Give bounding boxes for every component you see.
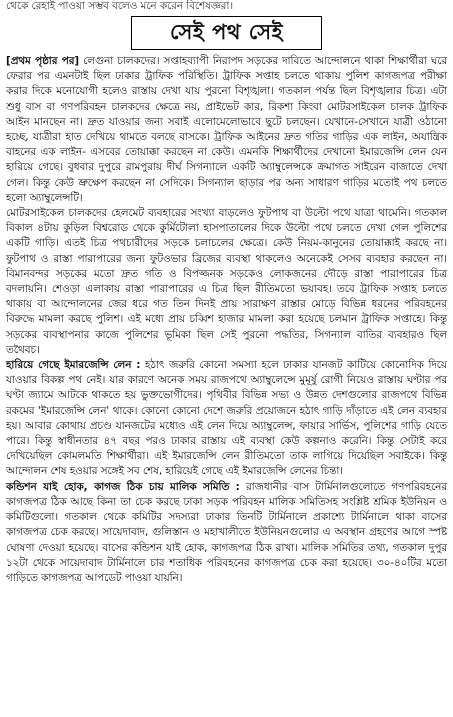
article-body <box>6 54 447 586</box>
paragraph-text: মোটরসাইকেল চালকদের হেলমেট ব্যবহারের সংখ্যা বাড়লেও ফুটপাথ বা উল্টো পথে যাত্রা থামেনি। গতকাল বিকাল ৪টায় কুড়িল বিশ্বরোড থেকে কুর্মিটোলা হাসপাতালের দিকে উল্টো পথে চলতে দেখা গেল পুলিশের একটি গাড়ি। এতই চিত্র পথচারীদের সড়কে চলাচলের ক্ষেত্রে। কেউ নিয়ম-কানুনের তোয়াক্কাই করছে না। ফুটপাথ ও রাস্তা পারাপারের জন্য ফুটওভার ব্রিজের ব্যবস্থা থাকলেও অনেকেই সেসব ব্যবহার করছেন না। বিমানবন্দর সড়কের মতো দ্রুত গতি ও বিপজ্জনক সড়কেও লোকজনের দৌড়ে রাস্তা পারাপারের চিত্র বদলায়নি। শেওড়া এলাকায় রাস্তা পারাপারের এ চিত্র ছিল রীতিমতো ভয়াবহ। তবে ট্রাফিক সপ্তাহ চলতে থাকায় বা আন্দোলনের জের ধরে গত তিন দিনই প্রায় সারাক্ষণ রাস্তার মোড়ে বিভিন্ন ধরনের পরিবহনের বিরুদ্ধে মামলা করছে পুলিশ। এই মধ্যে প্রায় চব্বিশ হাজার মামলা করা হয়েছে চলমান ট্রাফিক সপ্তাহে। কিন্তু সড়কের ব্যবস্থাপনার কাজে পুলিশের ভূমিকা ছিল সেই পুরনো পদ্ধতির, সিগন্যাল বাতির ব্যবহারও ছিল তথৈবচ। <box>6 207 447 356</box>
article-paragraph-2 <box>6 206 447 358</box>
headline-box <box>6 16 447 50</box>
continuation-marker: [প্রথম পৃষ্ঠার পর] <box>6 55 80 67</box>
paragraph-text: রাজধানীর বাস টার্মিনালগুলোতে গণপরিবহনের কাগজপত্র ঠিক আছে কিনা তা চেক করছে ঢাকা সড়ক পরিবহন মালিক সমিতিসহ সংশ্লিষ্ট শ্রমিক ইউনিয়ন ও কমিটিগুলো। গতকাল থেকে কমিটির সদস্যরা ঢাকার তিনটি টার্মিনালে প্রকাশ্যে টার্মিনালে থাকা বাসের কাগজপত্র চেক করছে। সায়েদাবাদ, গুলিস্তান ও মহাখালীতে ইউনিয়নগুলোর এ অবস্থান গ্রহণের আগে স্পষ্ট ঘোষণা দেওয়া হয়েছে। বাসের কন্ডিশন যাই হোক, কাগজপত্র ঠিক রাখা। মালিক সমিতির তথ্য, গতকাল দুপুর ১২টা থেকে সায়েদাবাদ টার্মিনালে চার শতাধিক পরিবহনের কাগজপত্র চেক করা হয়েছে। ৩০-৪০টির মতো গাড়িতে কাগজপত্র আপডেট পাওয়া যায়নি। <box>6 480 447 584</box>
article-paragraph-3 <box>6 358 447 480</box>
subheading-owners-association: কন্ডিশন যাই হোক, কাগজ ঠিক চায় মালিক সমিতি : <box>6 480 240 493</box>
paragraph-text: লেগুনা চালকদের। সপ্তাহব্যাপী নিরাপদ সড়কের দাবিতে আন্দোলনে থাকা শিক্ষার্থীরা ঘরে ফেরার পর এমনটাই ছিল ঢাকার ট্রাফিক পরিস্থিতি। ট্রাফিক সপ্তাহ চলতে থাকায় পুলিশ কাগজপত্র পরীক্ষা করার দিকে মনোযোগী হলেও রাস্তায় দেখা যায় পুরনো বিশৃঙ্খলা। গতকাল পর্যন্ত ছিল বিশৃঙ্খলার চিত্র। এটা শুধু বাস বা গণপরিবহন চালকদের ক্ষেত্রে নয়, প্রাইভেট কার, রিকশা কিংবা মোটরসাইকেল চালক ট্রাফিক আইন মানছেন না। দ্রুত যাওয়ার জন্য সবাই এলোমেলোভাবে ছুটে চলছেন। যেখানে-সেখানে যাত্রী ওঠানো হচ্ছে, যাত্রীরা হাত দেখিয়ে থামতে বলছে বাসকে। ট্রাফিক আইনের দ্রুত গতির গাড়ির এক লাইন, অযান্ত্রিক বাহনের এক লাইন- এসবের তোয়াক্কা করছেন না কেউ। এমনকি শিক্ষার্থীদের দেখানো ইমারজেন্সি লেন যেন হারিয়ে গেছে। বুধবার দুপুরে রামপুরায় দীর্ঘ সিগন্যালে একটি অ্যাম্বুলেন্সকে ক্রমাগত সাইরেন বাজাতে দেখা গেল। কিন্তু কেউ ভ্রুক্ষেপ করছেন না সেদিকে। সিগন্যাল ছাড়ার পর অন্য সাধারণ গাড়ির মতোই পথ চলতে হলো অ্যাম্বুলেন্সটি। <box>6 55 448 204</box>
article-paragraph-4 <box>6 480 447 586</box>
previous-article-ending: থেকে রেহাই পাওয়া সম্ভব বলেও মনে করেন বিশেষজ্ঞরা। <box>6 0 234 12</box>
subheading-emergency-lane: হারিয়ে গেছে ইমারজেন্সি লেন : <box>6 359 141 372</box>
article-paragraph-1 <box>6 54 447 206</box>
paragraph-text: হঠাৎ জরুরি কোনো সমস্যা হলে ঢাকার যানজট কাটিয়ে কোনোদিক দিয়ে যাওয়ার বিকল্প পথ নেই। যার কারণে অনেক সময় রাজপথে অ্যাম্বুলেন্সে মুমূর্ষু রোগী নিয়েও রাস্তায় ঘণ্টার পর ঘণ্টা জ্যামে আটকে থাকতে হয় ভুক্তভোগীদের। পৃথিবীর বিভিন্ন সভ্য ও উন্নত দেশগুলোর রাজপথে বিভিন্ন রকমের 'ইমারজেন্সি লেন' থাকে। কোনো কোনো দেশে জরুরি প্রয়োজনে হঠাৎ গাড়ি দাঁড়াতে এই লেন ব্যবহার হয়। আবার কোথায় প্রচণ্ড যানজটের মধ্যেও এই লেন দিয়ে অ্যাম্বুলেন্স, ফায়ার সার্ভিস, পুলিশের গাড়ি যেতে পারে। কিন্তু স্বাধীনতার ৪৭ বছর পরও ঢাকার রাস্তায় এই ব্যবস্থা কেউ কল্পনাও করেনি। কিন্তু সেটাই করে দেখিয়েছিল কোমলমতি শিক্ষার্থীরা। এই ইমারজেন্সি লেন রীতিমতো তাক লাগিয়ে দিয়েছিল সবাইকে। কিন্তু আন্দোলন শেষ হওয়ার সঙ্গেই সব শেষ, হারিয়েই গেছে এই ইমারজেন্সি লেনের চিন্তা। <box>6 359 447 478</box>
article-headline: সেই পথ সেই <box>131 16 322 50</box>
